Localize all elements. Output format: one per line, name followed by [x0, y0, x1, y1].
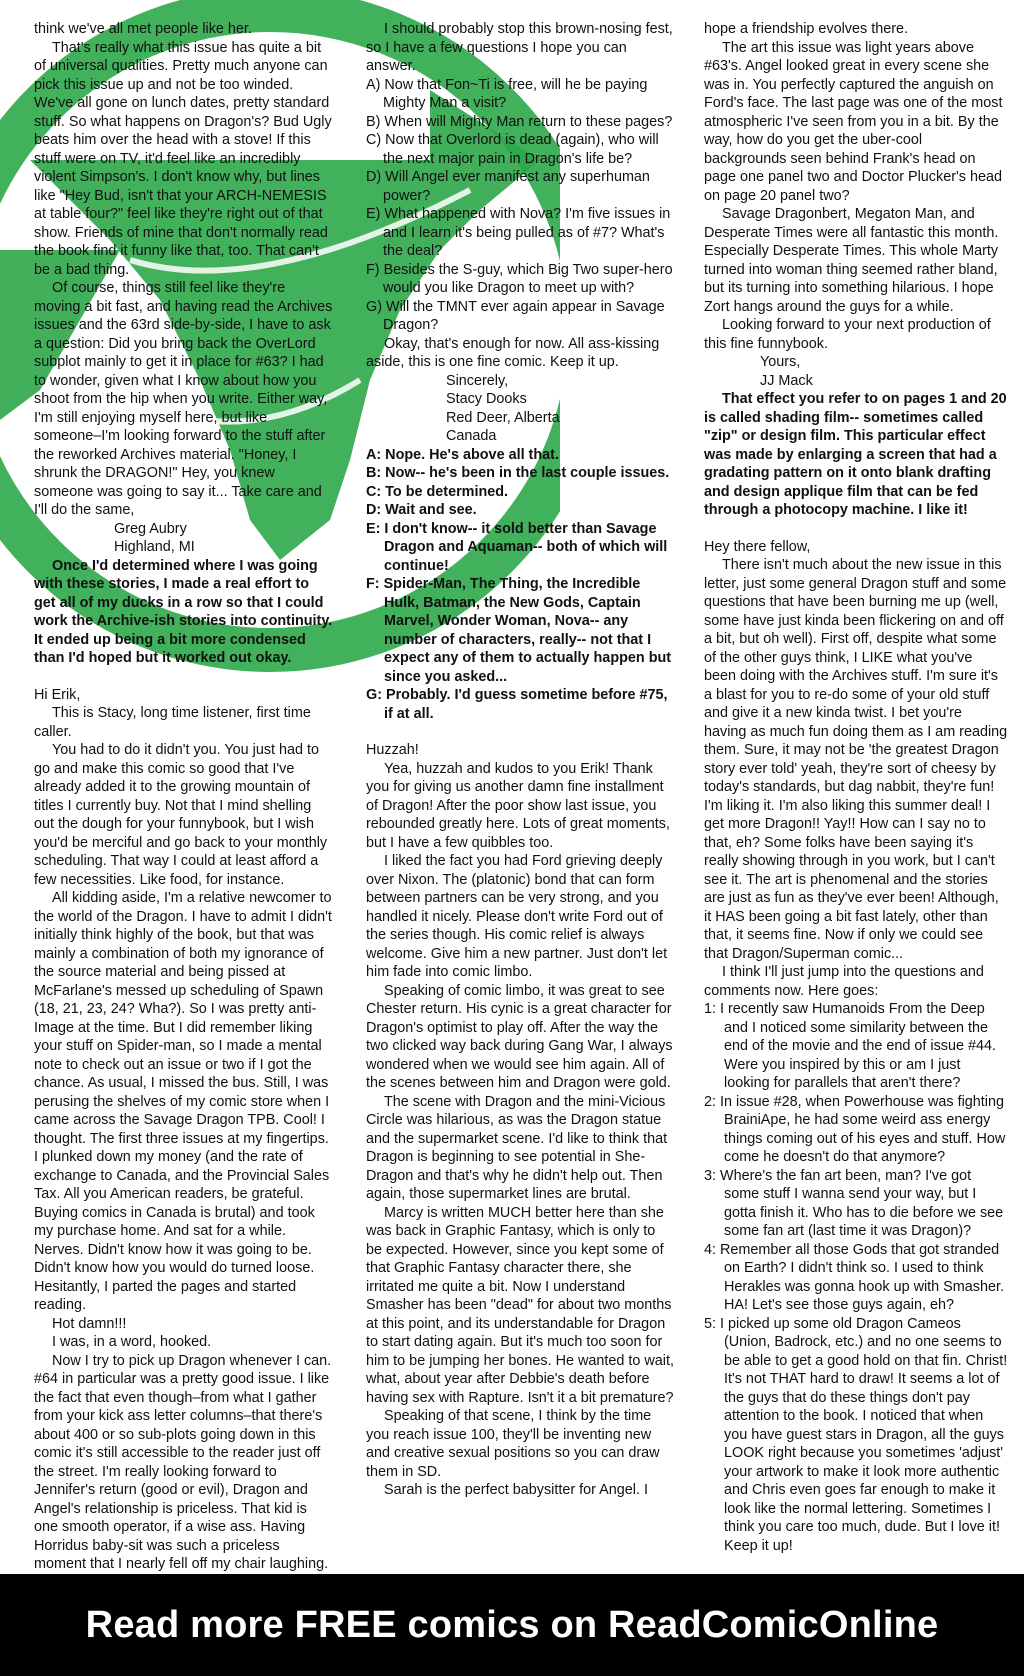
column1-paragraph: I was, in a word, hooked. [52, 1334, 212, 1350]
column3-paragraph: That effect you refer to on pages 1 and 20 is called shading film-- sometimes called "zip" or design film. This particular effect was made by enlarging a screen that had a gradating pattern on it onto blank drafting and design applique film that can be fed through a photocopy machine. I like it! [704, 391, 1007, 518]
column2-paragraph: A: Nope. He's above all that. [366, 446, 559, 463]
column2-paragraph: B: Now-- he's been in the last couple issues. [366, 465, 670, 481]
footer-text[interactable]: Read more FREE comics on ReadComicOnline [85, 1603, 939, 1646]
column2-paragraph: B) When will Mighty Man return to these pages? [366, 113, 673, 130]
column2-paragraph: E: I don't know-- it sold better than Savage Dragon and Aquaman-- both of which will continue! [366, 520, 668, 574]
column1-paragraph: This is Stacy, long time listener, first time caller. [34, 705, 311, 740]
column3-paragraph: 1: I recently saw Humanoids From the Deep and I noticed some similarity between the end of the movie and the end of issue #44. Were you inspired by this or am I just looking for parallels that aren't there? [704, 1001, 997, 1091]
column2-paragraph: Speaking of comic limbo, it was great to see Chester return. His cynic is a great character for Dragon's optimist to play off. After the way the two clicked way back during Gang War, I always wondered when we would see him again. All of the scenes between him and Dragon were gold. [366, 982, 673, 1091]
column2-paragraph: F: Spider-Man, The Thing, the Incredible Hulk, Batman, the New Gods, Captain Marvel, Wonder Woman, Nova-- any number of characters, really-- not that I expect any of them to actually happen but since you asked... [366, 576, 672, 685]
column1-paragraph: Hot damn!!! [52, 1315, 127, 1332]
column2-paragraph: Canada [446, 428, 497, 444]
column3-paragraph: Savage Dragonbert, Megaton Man, and Desperate Times were all fantastic this month. Especially Desperate Times. This whole Marty turned into woman thing seemed rather bland, but its turning into something hilarious. I hope Zort hangs around the guys for a while. [704, 206, 999, 315]
column2-paragraph: Sarah is the perfect babysitter for Angel. I [384, 1482, 648, 1498]
column3-paragraph: 4: Remember all those Gods that got stranded on Earth? I didn't think so. I used to think Herakles was gonna hook up with Smasher. HA! Let's see those guys again, eh? [704, 1241, 1004, 1313]
column1-paragraph: Highland, MI [114, 539, 195, 555]
column1-paragraph: All kidding aside, I'm a relative newcomer to the world of the Dragon. I have to admit I didn't initially think highly of the book, but that was mainly a combination of both my ignorance of the source material and being pissed at McFarlane's messed up scheduling of Spawn (18, 21, 23, 24? Wha?). So I was pretty anti-Image at the time. But I did remember liking your stuff on Spider-man, so I made a mental note to check out an issue or two if I got the chance. As usual, I missed the bus. Still, I was perusing the shelves of my comic store when I came across the Savage Dragon TPB. Cool! I thought. The first three issues at my fingertips. I plunked down my money (and the rate of exchange to Canada, and the Provincial Sales Tax. All you American readers, be grateful. Buying comics in Canada is brutal) and took my purchase home. And sat for a while. Nerves. Didn't know how it was going to be. Didn't know how you would do turned loose. Hesitantly, I parted the pages and started reading. [34, 890, 332, 1313]
column2-paragraph: D: Wait and see. [366, 502, 477, 518]
column2-paragraph: C: To be determined. [366, 483, 509, 500]
column1-paragraph: Of course, things still feel like they're moving a bit fast, and having read the Archives issues and the 63rd side-by-side, I have to ask a question: Did you bring back the OverLord subplot mainly to get it in place for #63? I had to wonder, given what I know about how you shoot from the hip when you write. Either way, I'm still enjoying myself here, but like someone–I'm looking forward to the stuff after the reworked Archives material. "Honey, I shrunk the DRAGON!" Hey, you knew someone was going to say it... Take care and I'll do the same, [34, 280, 333, 518]
column2-paragraph: Marcy is written MUCH better here than she was back in Graphic Fantasy, which is only to be expected. However, since you kept some of that Graphic Fantasy character there, she irritated me quite a bit. Now I understand Smasher has been "dead" for about two months at this point, and its understandable for Dragon to start dating again. But it's much too soon for him to be jumping her bones. He wanted to wait, what, about year after Debbie's death before having sex with Rapture. Isn't it a bit premature? [366, 1204, 674, 1406]
column3-paragraph: Hey there fellow, [704, 538, 811, 555]
column3-paragraph: 5: I picked up some old Dragon Cameos (Union, Badrock, etc.) and no one seems to be able to get a good hold on that fin. Christ! It's not THAT hard to draw! It seems a lot of the guys that do these things don't pay attention to the book. I noticed that when you have guest stars in Dragon, all the guys LOOK right because you sometimes 'adjust' your artwork to make it look more authentic and Chris even goes far enough to make it look like the normal lettering. Sometimes I think you care too much, dude. But I love it! Keep it up! [704, 1315, 1008, 1554]
letters-column-2 [366, 20, 674, 1500]
column3-paragraph: hope a friendship evolves there. [704, 21, 908, 37]
column2-paragraph: A) Now that Fon~Ti is free, will he be paying Mighty Man a visit? [366, 76, 648, 111]
column2-paragraph: Huzzah! [366, 742, 419, 758]
column3-paragraph: 2: In issue #28, when Powerhouse was fighting BrainiApe, he had some weird ass energy things coming out of his eyes and stuff. How come he doesn't do that anymore? [704, 1093, 1006, 1165]
column2-paragraph: Sincerely, [446, 372, 509, 389]
column2-paragraph: Red Deer, Alberta [446, 409, 560, 426]
column2-paragraph: G: Probably. I'd guess sometime before #75, if at all. [366, 687, 668, 722]
column1-paragraph: Hi Erik, [34, 686, 81, 703]
column3-paragraph: Yours, [760, 354, 801, 370]
column2-paragraph: E) What happened with Nova? I'm five issues in and I learn it's being pulled as of #7? What's the deal? [366, 206, 671, 259]
letters-column-1 [34, 20, 334, 1574]
column2-paragraph: Yea, huzzah and kudos to you Erik! Thank you for giving us another damn fine installment of Dragon! After the poor show last issue, you rebounded greatly here. Lots of great moments, but I have a few quibbles too. [366, 760, 670, 851]
column1-paragraph: Greg Aubry [114, 520, 187, 537]
column2-paragraph [366, 723, 674, 741]
column2-paragraph: Stacy Dooks [446, 391, 527, 407]
column1-paragraph: That's really what this issue has quite a bit of universal qualities. Pretty much anyone can pick this issue up and not be too winded. We've all gone on lunch dates, pretty standard stuff. So what happens on Dragon's? Bud Ugly beats him over the head with a stove! If this stuff were on TV, it'd feel like an incredibly violent Simpson's. I don't know why, but lines like "Hey Bud, isn't that your ARCH-NEMESIS at table four?" feel like they're right out of that show. Friends of mine that don't normally read the book find it funny like that, too. That can't be a bad thing. [34, 39, 332, 278]
column2-paragraph: D) Will Angel ever manifest any superhuman power? [366, 169, 650, 204]
column2-paragraph: Okay, that's enough for now. All ass-kissing aside, this is one fine comic. Keep it up. [366, 335, 660, 370]
column2-paragraph: F) Besides the S-guy, which Big Two super-hero would you like Dragon to meet up with? [366, 261, 673, 296]
column2-paragraph: The scene with Dragon and the mini-Vicious Circle was hilarious, as was the Dragon statue and the supermarket scene. I'd like to think that Dragon is beginning to see potential in She-Dragon and that's why he didn't help out. Then again, those supermarket lines are brutal. [366, 1093, 668, 1202]
column2-paragraph: Speaking of that scene, I think by the time you reach issue 100, they'll be inventing new and creative sexual positions so you can draw them in SD. [366, 1408, 660, 1480]
column2-paragraph: I liked the fact you had Ford grieving deeply over Nixon. The (platonic) bond that can form between partners can be very strong, and you handled it nicely. Please don't write Ford out of the series though. His comic relief is always welcome. Give him a new partner. Just don't let him fade into comic limbo. [366, 853, 668, 980]
column2-paragraph: G) Will the TMNT ever again appear in Savage Dragon? [366, 298, 665, 333]
column1-paragraph: Once I'd determined where I was going with these stories, I made a real effort to get all of my ducks in a row so that I could work the Archive-ish stories into continuity. It ended up being a bit more condensed than I'd hoped but it worked out okay. [34, 557, 333, 666]
column1-paragraph [34, 668, 334, 686]
column1-paragraph: Now I try to pick up Dragon whenever I can. #64 in particular was a pretty good issue. I like the fact that even though–from what I gather from your kick ass letter columns–that there's about 400 or so sub-plots going down in this comic it's still accessible to the reader just off the street. I'm really looking forward to Jennifer's return (good or evil), Dragon and Angel's relationship is priceless. That kid is one smooth operator, if a wise ass. Having Horridus baby-sit was such a priceless moment that I nearly fell off my chair laughing. [34, 1352, 332, 1572]
letters-column-3 [704, 20, 1008, 1555]
column3-paragraph: I think I'll just jump into the questions and comments now. Here goes: [704, 964, 984, 999]
column3-paragraph: The art this issue was light years above #63's. Angel looked great in every scene she was in. You perfectly captured the anguish on Ford's face. The last page was one of the most atmospheric I've seen from you in a bit. By the way, how do you get the uber-cool backgrounds seen behind Frank's head on page one panel two and Doctor Plucker's head on page 20 panel two? [704, 39, 1003, 204]
column3-paragraph: Looking forward to your next production of this fine funnybook. [704, 317, 991, 352]
column2-paragraph: I should probably stop this brown-nosing fest, so I have a few questions I hope you can answer. [366, 21, 673, 74]
column1-paragraph: You had to do it didn't you. You just had to go and make this comic so good that I've already added it to the growing mountain of titles I currently buy. Not that I mind shelling out the dough for your funnybook, but I wish you'd be merciful and go back to your monthly scheduling. That way I could at least afford a few necessities. Like food, for instance. [34, 742, 328, 888]
column3-paragraph: There isn't much about the new issue in this letter, just some general Dragon stuff and some questions that have been burning me up (well, some have just kinda been flickering on and off a bit, but oh well). First off, despite what some of the other guys think, I LIKE what you've been doing with the Archives stuff. I'm sure it's a blast for you to re-do some of your old stuff and give it a new kinda twist. I bet you're having as much fun doing them as I am reading them. Sure, it may not be 'the greatest Dragon story ever told' yeah, they're sort of cheesy by today's standards, but dag nabbit, they're fun! I'm liking it. I'm also liking this summer deal! I get more Dragon!! Yay!! How can I say no to that, eh? Some folks have been saying it's really showing through in you work, but I can't see it. The art is phenomenal and the stories are just as fun as they've ever been! Although, it HAS been going a bit fast lately, other than that, it seems fine. Now if only we could see that Dragon/Superman comic... [704, 557, 1008, 962]
footer-banner[interactable] [0, 1574, 1024, 1676]
column1-paragraph: think we've all met people like her. [34, 21, 252, 37]
column3-paragraph [704, 520, 1008, 538]
column3-paragraph: 3: Where's the fan art been, man? I've got some stuff I wanna send your way, but I gotta finish it. Who has to die before we see some fan art (last time it was Dragon)? [704, 1167, 1004, 1239]
column2-paragraph: C) Now that Overlord is dead (again), who will the next major pain in Dragon's life be? [366, 132, 659, 167]
column3-paragraph: JJ Mack [760, 372, 813, 389]
